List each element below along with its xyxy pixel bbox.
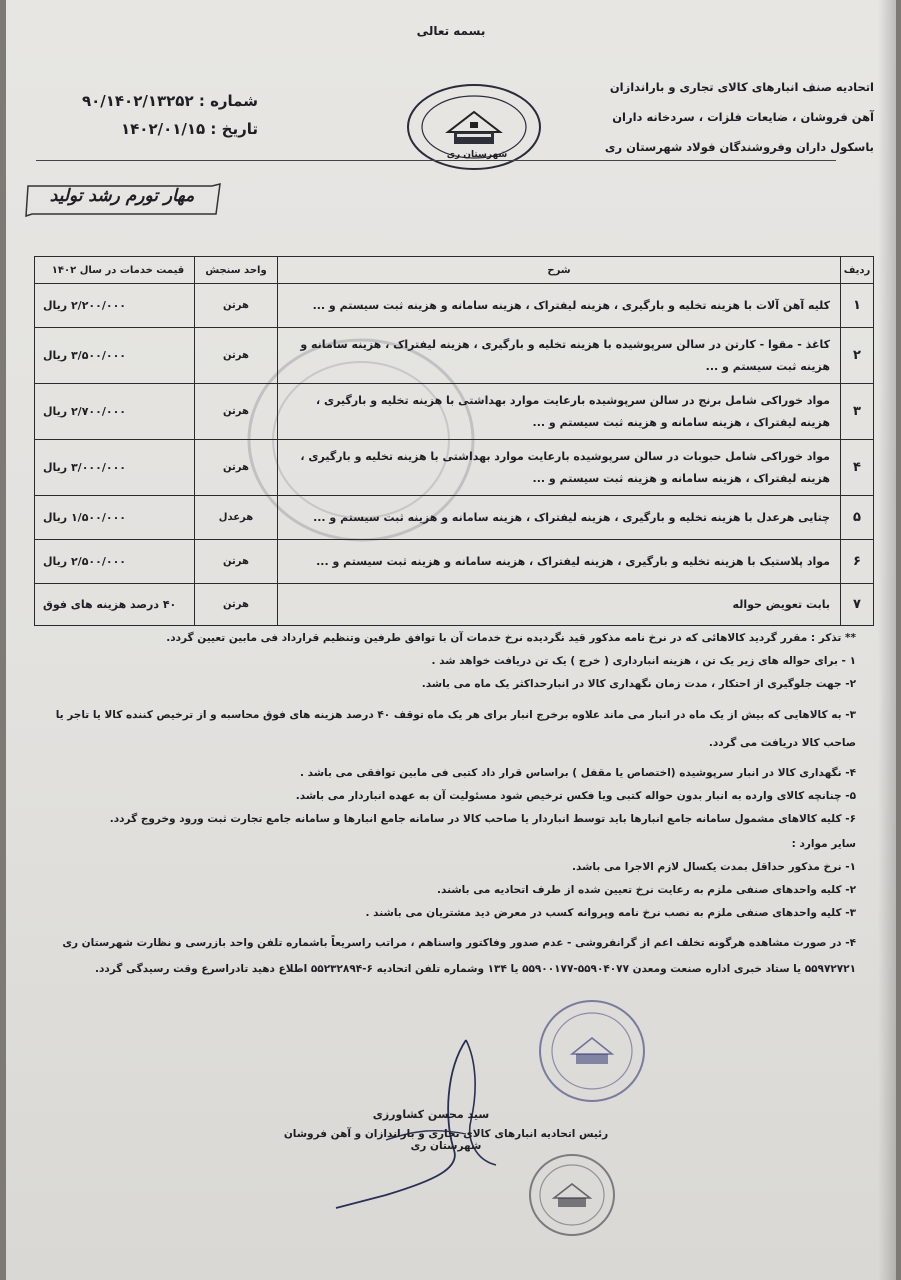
letter-date (68, 120, 258, 138)
row-description: مواد خوراکی شامل حبوبات در سالن سرپوشیده بارعایت موارد بهداشتی با هزینه تخلیه و بارگیری ، هزینه لیفتراک ، هزینه سامانه و هزینه ثبت سیستم و ... (278, 440, 841, 496)
header-unit: واحد سنجش (195, 257, 278, 284)
official-stamp-icon (536, 996, 648, 1106)
row-price: ۲/۲۰۰/۰۰۰ ریال (35, 284, 195, 328)
row-price: ۲/۷۰۰/۰۰۰ ریال (35, 384, 195, 440)
note-item: ۲- جهت جلوگیری از احتکار ، مدت زمان نگهداری کالا در انبارحداکثر یک ماه می باشد. (421, 678, 856, 690)
table-row (35, 496, 874, 540)
table-row (35, 584, 874, 626)
row-number: ۷ (841, 584, 874, 626)
row-number: ۶ (841, 540, 874, 584)
other-item: ۲- کلیه واحدهای صنفی ملزم به رعایت نرخ تعیین شده از طرف اتحادیه می باشند. (437, 884, 856, 896)
row-price: ۲/۵۰۰/۰۰۰ ریال (35, 540, 195, 584)
number-label: شماره : (198, 92, 258, 110)
org-line-2: آهن فروشان ، ضایعات فلزات ، سردخانه داران (612, 110, 874, 124)
row-unit: هرتن (195, 328, 278, 384)
official-stamp-icon (526, 1150, 618, 1240)
row-number: ۳ (841, 384, 874, 440)
row-number: ۴ (841, 440, 874, 496)
org-line-3: باسکول داران وفروشندگان فولاد شهرستان ری (604, 140, 874, 154)
table-row (35, 284, 874, 328)
table-row (35, 540, 874, 584)
letter-sheet (6, 0, 896, 1280)
row-price: ۳/۵۰۰/۰۰۰ ریال (35, 328, 195, 384)
row-unit: هرعدل (195, 496, 278, 540)
note-item: ۵- چنانچه کالای وارده به انبار بدون حواله کتبی ویا فکس ترخیص شود مسئولیت آن به عهده انباردار می باشد. (295, 790, 856, 802)
row-unit: هرتن (195, 540, 278, 584)
row-description: مواد خوراکی شامل برنج در سالن سرپوشیده بارعایت موارد بهداشتی با هزینه تخلیه و بارگیری ، هزینه لیفتراک ، هزینه سامانه و هزینه ثبت سیستم و ... (278, 384, 841, 440)
row-number: ۵ (841, 496, 874, 540)
row-description: چتایی هرعدل با هزینه تخلیه و بارگیری ، هزینه لیفتراک ، هزینه سامانه و هزینه ثبت سیستم و ... (278, 496, 841, 540)
note-item: ۴- نگهداری کالا در انبار سرپوشیده (اختصاص یا مقفل ) براساس قرار داد کتبی فی مابین توافقی می باشد . (299, 767, 856, 779)
row-description: کلیه آهن آلات با هزینه تخلیه و بارگیری ، هزینه لیفتراک ، هزینه سامانه و هزینه ثبت سیستم و ... (278, 284, 841, 328)
letter-number (68, 92, 258, 110)
header-rule (36, 160, 836, 161)
row-description: مواد پلاستیک با هزینه تخلیه و بارگیری ، هزینه لیفتراک ، هزینه سامانه و هزینه ثبت سیستم و ... (278, 540, 841, 584)
number-value: ۹۰/۱۴۰۲/۱۳۲۵۲ (81, 92, 194, 110)
table-header-row (35, 257, 874, 284)
row-unit: هرتن (195, 284, 278, 328)
other-item: ۱- نرخ مذکور حداقل بمدت یکسال لازم الاجرا می باشد. (572, 861, 856, 873)
note-item: ۶- کلیه کالاهای مشمول سامانه جامع انبارها باید توسط انباردار یا صاحب کالا در سامانه جامع انبارها و سامانه جامع تجارت ثبت ورود وخروج گردد. (109, 813, 856, 825)
slogan-text: مهار تورم رشد تولید (49, 186, 195, 206)
logo-city-text: شهرستان ری (446, 150, 508, 160)
row-price: ۳/۰۰۰/۰۰۰ ریال (35, 440, 195, 496)
other-item: ۳- کلیه واحدهای صنفی ملزم به نصب نرخ نامه وپروانه کسب در معرض دید مشتریان می باشند . (365, 907, 856, 919)
date-label: تاریخ : (210, 120, 258, 138)
table-row (35, 328, 874, 384)
row-number: ۱ (841, 284, 874, 328)
table-row (35, 384, 874, 440)
date-value: ۱۴۰۲/۰۱/۱۵ (120, 120, 206, 138)
notes-section (36, 632, 856, 982)
invocation-text: بسمه تعالی (416, 24, 486, 38)
org-line-1: اتحادیه صنف انبارهای کالای تجاری و باراندازان (609, 80, 874, 94)
row-description: بابت تعویض حواله (278, 584, 841, 626)
note-main: ** تذکر : مقرر گردید کالاهائی که در نرخ نامه مذکور قید نگردیده نرخ خدمات آن با توافق طرفین وتنظیم قرارداد فی مابین تعیین گردد. (166, 632, 856, 644)
signatory-title: رئیس اتحادیه انبارهای کالای تجاری و باراندازان و آهن فروشان شهرستان ری (283, 1128, 609, 1152)
other-item: ۴- در صورت مشاهده هرگونه تخلف اعم از گرانفروشی - عدم صدور وفاکتور واسناهم ، مراتب راسریعاً باشماره تلفن واحد بازرسی و نظارت شهرستان ری ۵۵۹۷۲۷۲۱ یا ستاد خبری اداره صنعت ومعدن ۵۵۹۰۴۰۷۷-۵۵۹۰۰۱۷۷ یا ۱۳۴ وشماره تلفن اتحادیه ۶-۵۵۲۳۲۸۹۴ اطلاع دهید تادراسرع وقت رسیدگی گردد. (62, 937, 856, 975)
note-item: ۳- به کالاهایی که بیش از یک ماه در انبار می ماند علاوه برخرج انبار برای هر یک ماه توقف ۴۰ درصد هزینه های فوق محاسبه و از ترخیص کننده کالا یا تاجر یا صاحب کالا دریافت می گردد. (55, 709, 856, 749)
tariff-table (34, 256, 874, 626)
other-title: سایر موارد : (791, 838, 856, 850)
row-description: کاغذ - مقوا - کارتن در سالن سرپوشیده با هزینه تخلیه و بارگیری ، هزینه لیفتراک ، هزینه سامانه و هزینه ثبت سیستم و ... (278, 328, 841, 384)
table-row (35, 440, 874, 496)
row-unit: هرتن (195, 584, 278, 626)
row-price: ۴۰ درصد هزینه های فوق (35, 584, 195, 626)
row-unit: هرتن (195, 384, 278, 440)
header-price: قیمت خدمات در سال ۱۴۰۲ (35, 257, 195, 284)
signatory-name: سید محسن کشاورزی (372, 1108, 490, 1121)
note-item: ۱ - برای حواله های زیر یک تن ، هزینه انبارداری ( خرج ) یک تن دریافت خواهد شد . (431, 655, 856, 667)
row-number: ۲ (841, 328, 874, 384)
header-description: شرح (278, 257, 841, 284)
header-row-num: ردیف (841, 257, 874, 284)
row-unit: هرتن (195, 440, 278, 496)
row-price: ۱/۵۰۰/۰۰۰ ریال (35, 496, 195, 540)
